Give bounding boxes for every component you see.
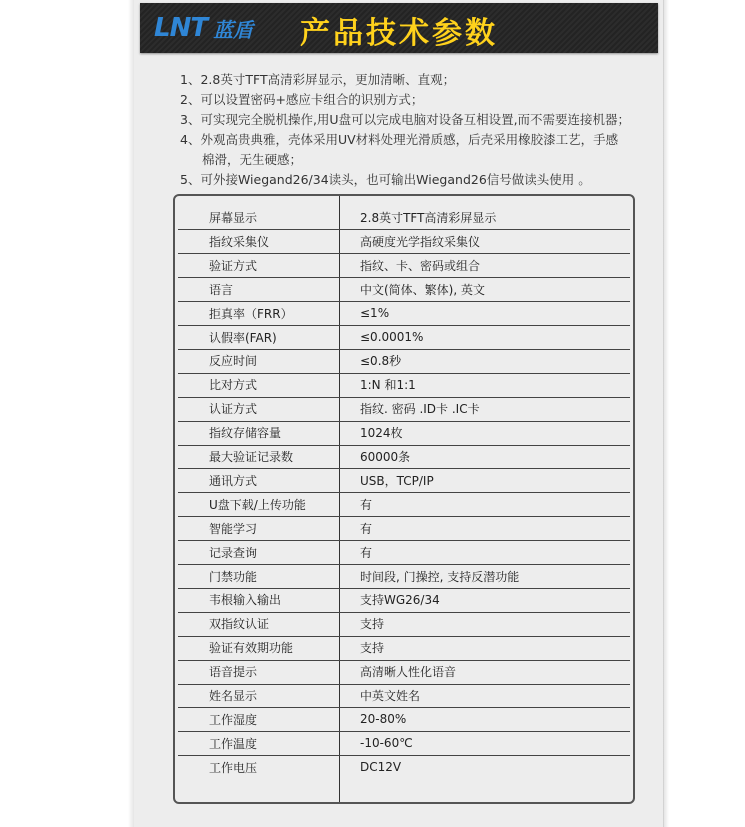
logo-mark: LNT	[154, 13, 208, 43]
spec-row	[175, 493, 633, 516]
spec-label: 通讯方式	[209, 473, 258, 488]
spec-value: 支持WG26/34	[360, 593, 440, 608]
spec-row	[175, 278, 633, 301]
spec-label: 记录查询	[209, 545, 258, 560]
spec-row	[175, 254, 633, 277]
feature-item-continued: 棉滑，无生硬感；	[202, 152, 303, 167]
spec-value: ≤0.8秒	[360, 354, 402, 369]
spec-row	[175, 541, 633, 564]
spec-value: 指纹. 密码 .ID卡 .IC卡	[360, 402, 480, 417]
spec-value: 时间段, 门操控, 支持反潜功能	[360, 569, 520, 584]
spec-row	[175, 517, 633, 540]
spec-value: 中文(简体、繁体), 英文	[360, 282, 485, 297]
spec-value: 中英文姓名	[360, 689, 421, 703]
spec-label: 工作电压	[209, 760, 258, 775]
spec-value: 高硬度光学指纹采集仪	[360, 234, 481, 249]
spec-row	[175, 588, 633, 611]
feature-item: 5、可外接Wiegand26/34读头，也可输出Wiegand26信号做读头使用 。	[180, 172, 591, 187]
spec-label: 最大验证记录数	[209, 450, 294, 464]
spec-row	[175, 445, 633, 468]
spec-row	[175, 421, 633, 444]
spec-label: 指纹采集仪	[209, 234, 270, 249]
spec-label: 拒真率（FRR）	[209, 306, 293, 321]
spec-value: 20-80%	[360, 712, 407, 727]
spec-label: 门禁功能	[209, 569, 258, 584]
spec-value: 高清晰人性化语音	[360, 665, 457, 680]
spec-row	[175, 349, 633, 372]
panel-shadow-right	[663, 0, 669, 827]
spec-value: ≤1%	[360, 306, 390, 321]
feature-item: 3、可实现完全脱机操作,用U盘可以完成电脑对设备互相设置,而不需要连接机器；	[180, 112, 631, 127]
spec-row	[175, 397, 633, 420]
spec-value: 1024枚	[360, 426, 403, 441]
spec-label: U盘下载/上传功能	[209, 497, 306, 512]
spec-value: 有	[360, 521, 373, 536]
spec-value: 支持	[360, 617, 385, 632]
spec-value: 2.8英寸TFT高清彩屏显示	[360, 211, 497, 225]
feature-item: 4、外观高贵典雅，壳体采用UV材料处理光滑质感，后壳采用橡胶漆工艺，手感	[180, 132, 619, 147]
spec-value: 有	[360, 545, 373, 560]
spec-label: 比对方式	[209, 378, 258, 393]
spec-label: 工作湿度	[209, 712, 258, 727]
spec-row	[175, 684, 633, 707]
logo-cn: 蓝盾	[213, 17, 254, 42]
spec-value: DC12V	[360, 760, 402, 775]
spec-label: 指纹存储容量	[209, 426, 282, 441]
spec-label: 语言	[209, 282, 234, 297]
spec-label: 姓名显示	[209, 689, 258, 703]
spec-value: 1:N 和1:1	[360, 378, 416, 393]
spec-label: 认证方式	[209, 402, 258, 417]
spec-label: 语音提示	[209, 665, 258, 680]
spec-value: 指纹、卡、密码或组合	[360, 258, 481, 273]
feature-item: 1、2.8英寸TFT高清彩屏显示，更加清晰、直观；	[180, 72, 456, 87]
spec-row	[175, 326, 633, 349]
spec-label: 双指纹认证	[209, 617, 270, 632]
spec-row	[175, 302, 633, 325]
feature-list	[180, 70, 650, 190]
spec-label: 验证有效期功能	[209, 641, 294, 656]
spec-label: 智能学习	[209, 521, 258, 536]
spec-value: ≤0.0001%	[360, 330, 424, 344]
spec-row	[175, 756, 633, 779]
page-title: 产品技术参数	[300, 16, 498, 51]
spec-label: 认假率(FAR)	[209, 330, 277, 345]
spec-value: 60000条	[360, 450, 411, 464]
feature-item: 2、可以设置密码+感应卡组合的识别方式；	[180, 92, 424, 107]
spec-value: 有	[360, 497, 373, 512]
spec-label: 验证方式	[209, 258, 258, 273]
spec-row	[175, 732, 633, 755]
spec-row	[175, 469, 633, 492]
brand-logo	[154, 11, 253, 45]
spec-row	[175, 636, 633, 659]
spec-row	[175, 206, 633, 229]
spec-label: 反应时间	[209, 354, 258, 369]
spec-row	[175, 660, 633, 683]
spec-row	[175, 230, 633, 253]
spec-label: 屏幕显示	[209, 211, 258, 225]
spec-label: 工作温度	[209, 736, 258, 751]
spec-row	[175, 612, 633, 635]
spec-row	[175, 373, 633, 396]
spec-label: 韦根输入输出	[209, 593, 282, 608]
spec-value: 支持	[360, 641, 385, 656]
header-banner	[140, 3, 658, 53]
spec-row	[175, 708, 633, 731]
spec-value: USB，TCP/IP	[360, 473, 434, 488]
spec-value: -10-60℃	[360, 736, 413, 751]
spec-row	[175, 565, 633, 588]
